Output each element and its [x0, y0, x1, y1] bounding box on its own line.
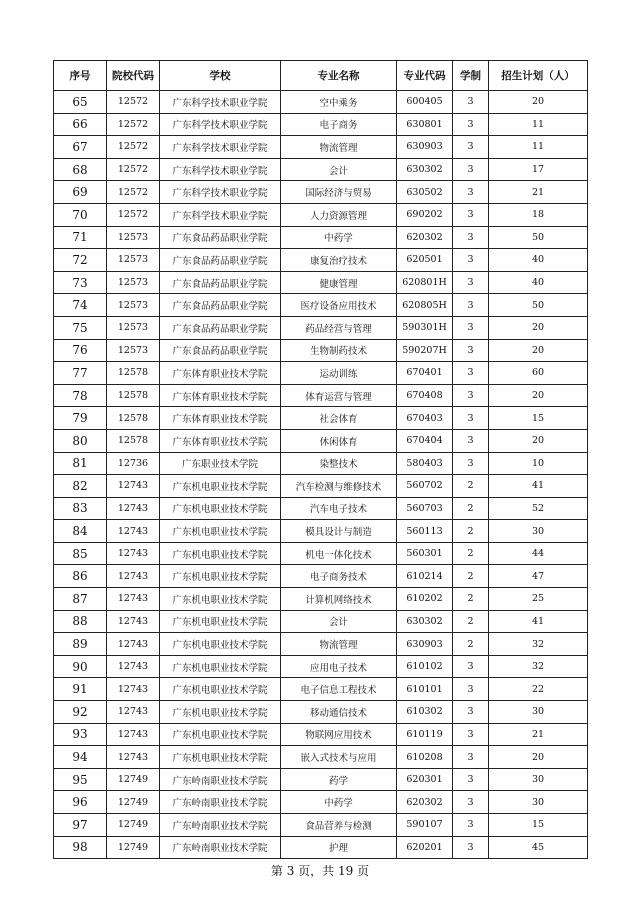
duration-cell: 3 [453, 655, 489, 678]
major-name-cell: 染整技术 [281, 452, 397, 475]
major-code-cell: 600405 [397, 91, 453, 114]
school-code-cell: 12578 [107, 429, 160, 452]
header-duration: 学制 [453, 61, 489, 91]
seq-cell: 87 [54, 588, 107, 611]
school-cell: 广东岭南职业技术学院 [160, 791, 281, 814]
school-code-cell: 12749 [107, 836, 160, 859]
school-cell: 广东机电职业技术学院 [160, 520, 281, 543]
school-code-cell: 12573 [107, 316, 160, 339]
major-name-cell: 应用电子技术 [281, 655, 397, 678]
school-cell: 广东机电职业技术学院 [160, 565, 281, 588]
duration-cell: 3 [453, 836, 489, 859]
seq-cell: 73 [54, 271, 107, 294]
school-code-cell: 12743 [107, 588, 160, 611]
enrollment-cell: 20 [489, 91, 588, 114]
table-row [54, 249, 588, 272]
duration-cell: 3 [453, 723, 489, 746]
major-code-cell: 630903 [397, 136, 453, 159]
seq-cell: 91 [54, 678, 107, 701]
table-row [54, 362, 588, 385]
school-cell: 广东食品药品职业学院 [160, 249, 281, 272]
school-code-cell: 12743 [107, 610, 160, 633]
school-code-cell: 12743 [107, 520, 160, 543]
table-row [54, 520, 588, 543]
header-major-code: 专业代码 [397, 61, 453, 91]
school-code-cell: 12749 [107, 814, 160, 837]
major-code-cell: 630502 [397, 181, 453, 204]
table-row [54, 452, 588, 475]
major-name-cell: 机电一体化技术 [281, 542, 397, 565]
major-code-cell: 670408 [397, 384, 453, 407]
school-cell: 广东机电职业技术学院 [160, 610, 281, 633]
duration-cell: 2 [453, 475, 489, 498]
admission-plan-table [53, 60, 588, 859]
school-code-cell: 12573 [107, 226, 160, 249]
school-code-cell: 12743 [107, 497, 160, 520]
enrollment-cell: 32 [489, 655, 588, 678]
enrollment-cell: 21 [489, 181, 588, 204]
duration-cell: 3 [453, 429, 489, 452]
major-code-cell: 670403 [397, 407, 453, 430]
table-row [54, 836, 588, 859]
table-row [54, 226, 588, 249]
duration-cell: 2 [453, 633, 489, 656]
major-code-cell: 610102 [397, 655, 453, 678]
enrollment-cell: 20 [489, 746, 588, 769]
seq-cell: 84 [54, 520, 107, 543]
major-name-cell: 护理 [281, 836, 397, 859]
school-cell: 广东食品药品职业学院 [160, 339, 281, 362]
seq-cell: 94 [54, 746, 107, 769]
school-cell: 广东科学技术职业学院 [160, 113, 281, 136]
enrollment-cell: 41 [489, 475, 588, 498]
major-name-cell: 医疗设备应用技术 [281, 294, 397, 317]
seq-cell: 78 [54, 384, 107, 407]
major-name-cell: 健康管理 [281, 271, 397, 294]
duration-cell: 3 [453, 746, 489, 769]
enrollment-cell: 30 [489, 520, 588, 543]
seq-cell: 89 [54, 633, 107, 656]
school-cell: 广东机电职业技术学院 [160, 497, 281, 520]
enrollment-cell: 30 [489, 701, 588, 724]
school-cell: 广东科学技术职业学院 [160, 136, 281, 159]
school-cell: 广东机电职业技术学院 [160, 588, 281, 611]
header-school: 学校 [160, 61, 281, 91]
seq-cell: 79 [54, 407, 107, 430]
major-code-cell: 560703 [397, 497, 453, 520]
duration-cell: 3 [453, 136, 489, 159]
school-cell: 广东食品药品职业学院 [160, 226, 281, 249]
table-row [54, 588, 588, 611]
school-cell: 广东体育职业技术学院 [160, 429, 281, 452]
major-name-cell: 康复治疗技术 [281, 249, 397, 272]
table-row [54, 791, 588, 814]
school-code-cell: 12743 [107, 475, 160, 498]
seq-cell: 90 [54, 655, 107, 678]
table-row [54, 633, 588, 656]
table-row [54, 429, 588, 452]
enrollment-cell: 30 [489, 768, 588, 791]
seq-cell: 83 [54, 497, 107, 520]
major-name-cell: 电子商务 [281, 113, 397, 136]
table-row [54, 271, 588, 294]
major-code-cell: 620302 [397, 226, 453, 249]
major-code-cell: 620201 [397, 836, 453, 859]
duration-cell: 3 [453, 249, 489, 272]
school-code-cell: 12578 [107, 362, 160, 385]
school-cell: 广东机电职业技术学院 [160, 542, 281, 565]
seq-cell: 71 [54, 226, 107, 249]
duration-cell: 3 [453, 181, 489, 204]
school-code-cell: 12749 [107, 768, 160, 791]
table-row [54, 316, 588, 339]
major-name-cell: 物流管理 [281, 633, 397, 656]
header-major-name: 专业名称 [281, 61, 397, 91]
enrollment-cell: 21 [489, 723, 588, 746]
table-row [54, 113, 588, 136]
major-name-cell: 社会体育 [281, 407, 397, 430]
school-cell: 广东食品药品职业学院 [160, 316, 281, 339]
major-name-cell: 电子商务技术 [281, 565, 397, 588]
duration-cell: 3 [453, 271, 489, 294]
seq-cell: 68 [54, 158, 107, 181]
major-code-cell: 620501 [397, 249, 453, 272]
duration-cell: 3 [453, 768, 489, 791]
seq-cell: 98 [54, 836, 107, 859]
seq-cell: 95 [54, 768, 107, 791]
enrollment-cell: 44 [489, 542, 588, 565]
school-cell: 广东机电职业技术学院 [160, 678, 281, 701]
school-code-cell: 12743 [107, 701, 160, 724]
seq-cell: 81 [54, 452, 107, 475]
table-row [54, 497, 588, 520]
header-school-code: 院校代码 [107, 61, 160, 91]
enrollment-cell: 50 [489, 226, 588, 249]
major-code-cell: 620801H [397, 271, 453, 294]
major-code-cell: 610119 [397, 723, 453, 746]
major-name-cell: 模具设计与制造 [281, 520, 397, 543]
school-code-cell: 12572 [107, 181, 160, 204]
table-row [54, 542, 588, 565]
school-cell: 广东机电职业技术学院 [160, 655, 281, 678]
major-name-cell: 中药学 [281, 791, 397, 814]
enrollment-cell: 15 [489, 814, 588, 837]
major-name-cell: 计算机网络技术 [281, 588, 397, 611]
enrollment-cell: 18 [489, 203, 588, 226]
enrollment-cell: 52 [489, 497, 588, 520]
major-code-cell: 610208 [397, 746, 453, 769]
major-name-cell: 国际经济与贸易 [281, 181, 397, 204]
major-code-cell: 620302 [397, 791, 453, 814]
major-code-cell: 590107 [397, 814, 453, 837]
major-name-cell: 会计 [281, 158, 397, 181]
major-code-cell: 560113 [397, 520, 453, 543]
enrollment-cell: 20 [489, 316, 588, 339]
duration-cell: 3 [453, 339, 489, 362]
major-name-cell: 电子信息工程技术 [281, 678, 397, 701]
school-cell: 广东机电职业技术学院 [160, 701, 281, 724]
school-cell: 广东体育职业技术学院 [160, 407, 281, 430]
enrollment-cell: 20 [489, 339, 588, 362]
school-code-cell: 12573 [107, 249, 160, 272]
table-row [54, 655, 588, 678]
enrollment-cell: 60 [489, 362, 588, 385]
school-cell: 广东岭南职业技术学院 [160, 768, 281, 791]
seq-cell: 92 [54, 701, 107, 724]
school-code-cell: 12743 [107, 542, 160, 565]
duration-cell: 3 [453, 158, 489, 181]
duration-cell: 3 [453, 294, 489, 317]
school-code-cell: 12749 [107, 791, 160, 814]
duration-cell: 3 [453, 113, 489, 136]
school-code-cell: 12573 [107, 271, 160, 294]
enrollment-cell: 17 [489, 158, 588, 181]
seq-cell: 97 [54, 814, 107, 837]
school-code-cell: 12743 [107, 633, 160, 656]
enrollment-cell: 41 [489, 610, 588, 633]
major-code-cell: 610101 [397, 678, 453, 701]
major-code-cell: 610202 [397, 588, 453, 611]
duration-cell: 3 [453, 91, 489, 114]
major-name-cell: 食品营养与检测 [281, 814, 397, 837]
school-code-cell: 12572 [107, 136, 160, 159]
school-code-cell: 12573 [107, 339, 160, 362]
table-row [54, 565, 588, 588]
major-name-cell: 物流管理 [281, 136, 397, 159]
major-code-cell: 620301 [397, 768, 453, 791]
table-row [54, 158, 588, 181]
duration-cell: 3 [453, 678, 489, 701]
school-code-cell: 12743 [107, 746, 160, 769]
enrollment-cell: 40 [489, 271, 588, 294]
table-row [54, 136, 588, 159]
major-code-cell: 630903 [397, 633, 453, 656]
seq-cell: 93 [54, 723, 107, 746]
school-cell: 广东科学技术职业学院 [160, 203, 281, 226]
table-row [54, 181, 588, 204]
major-code-cell: 690202 [397, 203, 453, 226]
seq-cell: 76 [54, 339, 107, 362]
school-cell: 广东体育职业技术学院 [160, 362, 281, 385]
major-code-cell: 670401 [397, 362, 453, 385]
major-code-cell: 590301H [397, 316, 453, 339]
enrollment-cell: 15 [489, 407, 588, 430]
seq-cell: 67 [54, 136, 107, 159]
seq-cell: 66 [54, 113, 107, 136]
duration-cell: 3 [453, 791, 489, 814]
table-row [54, 384, 588, 407]
school-code-cell: 12578 [107, 407, 160, 430]
enrollment-cell: 25 [489, 588, 588, 611]
major-code-cell: 620805H [397, 294, 453, 317]
table-row [54, 91, 588, 114]
school-code-cell: 12572 [107, 113, 160, 136]
header-row [54, 61, 588, 91]
duration-cell: 2 [453, 542, 489, 565]
major-name-cell: 体育运营与管理 [281, 384, 397, 407]
table-body [54, 91, 588, 859]
seq-cell: 65 [54, 91, 107, 114]
duration-cell: 3 [453, 384, 489, 407]
major-name-cell: 空中乘务 [281, 91, 397, 114]
duration-cell: 3 [453, 407, 489, 430]
major-name-cell: 药品经营与管理 [281, 316, 397, 339]
school-cell: 广东岭南职业技术学院 [160, 814, 281, 837]
table-row [54, 814, 588, 837]
enrollment-cell: 11 [489, 136, 588, 159]
seq-cell: 88 [54, 610, 107, 633]
major-code-cell: 590207H [397, 339, 453, 362]
table-row [54, 203, 588, 226]
table-row [54, 746, 588, 769]
major-code-cell: 610302 [397, 701, 453, 724]
seq-cell: 75 [54, 316, 107, 339]
school-cell: 广东机电职业技术学院 [160, 746, 281, 769]
school-code-cell: 12743 [107, 678, 160, 701]
duration-cell: 2 [453, 497, 489, 520]
school-cell: 广东科学技术职业学院 [160, 91, 281, 114]
major-name-cell: 中药学 [281, 226, 397, 249]
seq-cell: 74 [54, 294, 107, 317]
enrollment-cell: 47 [489, 565, 588, 588]
major-code-cell: 670404 [397, 429, 453, 452]
enrollment-cell: 20 [489, 429, 588, 452]
seq-cell: 77 [54, 362, 107, 385]
school-cell: 广东职业技术学院 [160, 452, 281, 475]
duration-cell: 3 [453, 362, 489, 385]
table-row [54, 768, 588, 791]
major-name-cell: 移动通信技术 [281, 701, 397, 724]
seq-cell: 69 [54, 181, 107, 204]
school-code-cell: 12743 [107, 565, 160, 588]
major-name-cell: 会计 [281, 610, 397, 633]
major-name-cell: 汽车电子技术 [281, 497, 397, 520]
major-code-cell: 580403 [397, 452, 453, 475]
major-code-cell: 630801 [397, 113, 453, 136]
school-code-cell: 12736 [107, 452, 160, 475]
major-name-cell: 生物制药技术 [281, 339, 397, 362]
duration-cell: 2 [453, 520, 489, 543]
table-row [54, 407, 588, 430]
school-cell: 广东科学技术职业学院 [160, 158, 281, 181]
duration-cell: 3 [453, 316, 489, 339]
table-row [54, 339, 588, 362]
major-code-cell: 630302 [397, 610, 453, 633]
duration-cell: 3 [453, 226, 489, 249]
school-code-cell: 12578 [107, 384, 160, 407]
duration-cell: 2 [453, 610, 489, 633]
enrollment-cell: 11 [489, 113, 588, 136]
duration-cell: 3 [453, 701, 489, 724]
school-cell: 广东食品药品职业学院 [160, 271, 281, 294]
school-code-cell: 12743 [107, 655, 160, 678]
major-code-cell: 560702 [397, 475, 453, 498]
enrollment-cell: 22 [489, 678, 588, 701]
major-name-cell: 休闲体育 [281, 429, 397, 452]
seq-cell: 72 [54, 249, 107, 272]
major-code-cell: 610214 [397, 565, 453, 588]
seq-cell: 85 [54, 542, 107, 565]
enrollment-cell: 20 [489, 384, 588, 407]
seq-cell: 96 [54, 791, 107, 814]
school-cell: 广东岭南职业技术学院 [160, 836, 281, 859]
table-row [54, 678, 588, 701]
major-name-cell: 药学 [281, 768, 397, 791]
seq-cell: 70 [54, 203, 107, 226]
table-row [54, 475, 588, 498]
table-row [54, 610, 588, 633]
enrollment-cell: 10 [489, 452, 588, 475]
duration-cell: 3 [453, 203, 489, 226]
seq-cell: 82 [54, 475, 107, 498]
school-code-cell: 12572 [107, 203, 160, 226]
school-cell: 广东机电职业技术学院 [160, 633, 281, 656]
duration-cell: 3 [453, 452, 489, 475]
header-enrollment-plan: 招生计划（人） [489, 61, 588, 91]
school-code-cell: 12743 [107, 723, 160, 746]
duration-cell: 2 [453, 588, 489, 611]
major-name-cell: 运动训练 [281, 362, 397, 385]
major-name-cell: 物联网应用技术 [281, 723, 397, 746]
table-row [54, 701, 588, 724]
major-name-cell: 嵌入式技术与应用 [281, 746, 397, 769]
enrollment-cell: 30 [489, 791, 588, 814]
enrollment-cell: 40 [489, 249, 588, 272]
school-cell: 广东机电职业技术学院 [160, 475, 281, 498]
major-name-cell: 汽车检测与维修技术 [281, 475, 397, 498]
school-cell: 广东机电职业技术学院 [160, 723, 281, 746]
table-row [54, 294, 588, 317]
page-footer: 第 3 页，共 19 页 [270, 864, 370, 878]
duration-cell: 3 [453, 814, 489, 837]
school-cell: 广东食品药品职业学院 [160, 294, 281, 317]
school-code-cell: 12573 [107, 294, 160, 317]
enrollment-cell: 50 [489, 294, 588, 317]
school-code-cell: 12572 [107, 91, 160, 114]
table-row [54, 723, 588, 746]
seq-cell: 86 [54, 565, 107, 588]
header-seq: 序号 [54, 61, 107, 91]
enrollment-cell: 45 [489, 836, 588, 859]
school-code-cell: 12572 [107, 158, 160, 181]
major-code-cell: 560301 [397, 542, 453, 565]
school-cell: 广东体育职业技术学院 [160, 384, 281, 407]
major-code-cell: 630302 [397, 158, 453, 181]
enrollment-cell: 32 [489, 633, 588, 656]
school-cell: 广东科学技术职业学院 [160, 181, 281, 204]
duration-cell: 2 [453, 565, 489, 588]
major-name-cell: 人力资源管理 [281, 203, 397, 226]
seq-cell: 80 [54, 429, 107, 452]
